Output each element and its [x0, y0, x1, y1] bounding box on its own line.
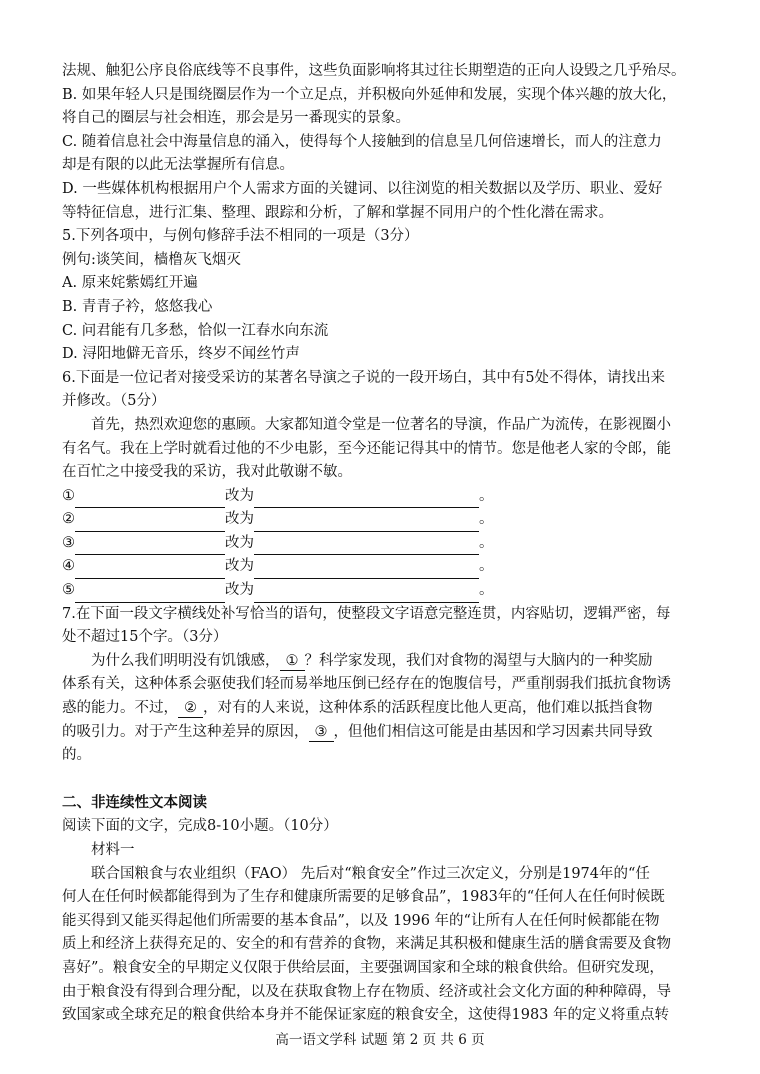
answer-number: ⑤: [62, 582, 75, 599]
q5-option-a: A. 原来姹紫嫣红开遍: [62, 275, 198, 292]
material-1-line2: 何人在任何时候都能得到为了生存和健康所需要的足够食品”，1983年的“任何人在任何时候既: [62, 889, 665, 906]
answer-number: ③: [62, 534, 75, 551]
q7-passage-line3: 惑的能力。不过， ② ，对有的人来说，这种体系的活跃程度比他人更高，他们难以抵挡食物: [62, 700, 653, 717]
material-1-line5: 喜好”。粮食安全的早期定义仅限于供给层面，主要强调国家和全球的粮食供给。但研究发现，: [62, 959, 664, 976]
answer-blank-revision[interactable]: [254, 514, 479, 532]
answer-number: ④: [62, 558, 75, 575]
answer-blank-original[interactable]: [75, 561, 225, 579]
q7-stem-line1: 7.在下面一段文字横线处补写恰当的语句，使整段文字语意完整连贯，内容贴切，逻辑严密，每: [62, 605, 671, 622]
q4-option-b-line2: 将自己的圈层与社会相连，那会是另一番现实的景象。: [62, 110, 410, 127]
answer-blank-original[interactable]: [75, 585, 225, 603]
q6-answer-row-3: [62, 532, 702, 556]
q6-passage-line2: 有名气。我在上学时就看过他的不少电影，至今还能记得其中的情节。您是他老人家的令郎，能: [62, 440, 671, 457]
q6-passage-line3: 在百忙之中接受我的采访，我对此敬谢不敏。: [62, 464, 352, 481]
q5-stem: 5.下列各项中，与例句修辞手法不相同的一项是（3分）: [62, 228, 419, 245]
answer-blank-revision[interactable]: [254, 537, 479, 555]
q4-option-a-continued: 法规、触犯公序良俗底线等不良事件，这些负面影响将其过往长期塑造的正向人设毁之几乎殆尽。: [62, 63, 686, 79]
q4-option-d-line2: 等特征信息，进行汇集、整理、跟踪和分析，了解和掌握不同用户的个性化潜在需求。: [62, 204, 613, 221]
material-1-line7: 致国家或全球充足的粮食供给本身并不能保证家庭的粮食安全，这使得1983 年的定义将重点转: [62, 1007, 670, 1024]
answer-blank-revision[interactable]: [254, 561, 479, 579]
material-1-line4: 质上和经济上获得充足的、安全的和有营养的食物，来满足其积极和健康生活的膳食需要及食物: [62, 936, 671, 953]
section-spacer: [62, 768, 702, 792]
q6-answer-row-4: [62, 555, 702, 579]
section-2-heading: 二、非连续性文本阅读: [62, 794, 207, 811]
material-1-line1: 联合国粮食与农业组织（FAO） 先后对“粮食安全”作过三次定义，分别是1974年的“任: [91, 865, 650, 882]
period: 。: [479, 487, 494, 504]
q6-stem-line1: 6.下面是一位记者对接受采访的某著名导演之子说的一段开场白，其中有5处不得体，请找出来: [62, 369, 666, 386]
answer-number: ②: [62, 511, 75, 528]
material-1-line6: 由于粮食没有得到合理分配，以及在获取食物上存在物质、经济或社会文化方面的种种障碍，导: [62, 983, 671, 1000]
answer-blank-revision[interactable]: [254, 585, 479, 603]
answer-blank-revision[interactable]: [254, 490, 479, 508]
q7-passage-line2: 体系有关，这种体系会驱使我们轻而易举地压倒已经存在的饱腹信号，严重削弱我们抵抗食物诱: [62, 676, 671, 693]
q6-answer-row-1: [62, 485, 702, 509]
change-to-label: 改为: [225, 511, 254, 528]
change-to-label: 改为: [225, 487, 254, 504]
section-2-instruction: 阅读下面的文字，完成8-10小题。（10分）: [62, 818, 338, 835]
q4-option-c-line2: 却是有限的以此无法掌握所有信息。: [62, 157, 294, 174]
q6-passage-line1: 首先，热烈欢迎您的惠顾。大家都知道令堂是一位著名的导演，作品广为流传，在影视圈小: [91, 416, 671, 433]
q7-stem-line2: 处不超过15个字。（3分）: [62, 629, 228, 646]
change-to-label: 改为: [225, 558, 254, 575]
q7-blank-2[interactable]: ②: [178, 699, 203, 718]
period: 。: [479, 558, 494, 575]
q7-passage-line4: 的吸引力。对于产生这种差异的原因， ③ ，但他们相信这可能是由基因和学习因素共同导致: [62, 723, 653, 740]
page-footer: 高一语文学科 试题 第 2 页 共 6 页: [275, 1032, 485, 1048]
q6-answer-row-2: [62, 508, 702, 532]
q7-blank-3[interactable]: ③: [309, 723, 334, 742]
period: 。: [479, 582, 494, 599]
change-to-label: 改为: [225, 534, 254, 551]
page-content: [62, 60, 702, 1028]
q4-option-d-line1: D. 一些媒体机构根据用户个人需求方面的关键词、以往浏览的相关数据以及学历、职业、爱好: [62, 180, 663, 197]
q6-stem-line2: 并修改。（5分）: [62, 393, 166, 410]
q4-option-c-line1: C. 随着信息社会中海量信息的涌入，使得每个人接触到的信息呈几何倍速增长，而人的注意力: [62, 133, 662, 150]
answer-blank-original[interactable]: [75, 537, 225, 555]
period: 。: [479, 534, 494, 551]
material-1-label: 材料一: [91, 842, 135, 858]
period: 。: [479, 511, 494, 528]
q7-passage-line5: 的。: [62, 747, 91, 764]
q7-passage-line1: 为什么我们明明没有饥饿感， ① ？科学家发现，我们对食物的渴望与大脑内的一种奖励: [91, 652, 653, 669]
answer-blank-original[interactable]: [75, 514, 225, 532]
change-to-label: 改为: [225, 582, 254, 599]
answer-blank-original[interactable]: [75, 490, 225, 508]
answer-number: ①: [62, 487, 75, 504]
q7-blank-1[interactable]: ①: [280, 652, 305, 671]
material-1-line3: 能买得到又能买得起他们所需要的基本食品”，以及 1996 年的“让所有人在任何时候都能在物: [62, 912, 660, 929]
q5-option-c: C. 问君能有几多愁，恰似一江春水向东流: [62, 322, 329, 339]
q5-option-b: B. 青青子衿，悠悠我心: [62, 298, 213, 315]
q5-example: 例句:谈笑间，樯橹灰飞烟灭: [62, 251, 241, 268]
q4-option-b-line1: B. 如果年轻人只是围绕圈层作为一个立足点，并积极向外延伸和发展，实现个体兴趣的放大化，: [62, 86, 677, 103]
q5-option-d: D. 浔阳地僻无音乐，终岁不闻丝竹声: [62, 346, 300, 363]
q6-answer-row-5: [62, 579, 702, 603]
